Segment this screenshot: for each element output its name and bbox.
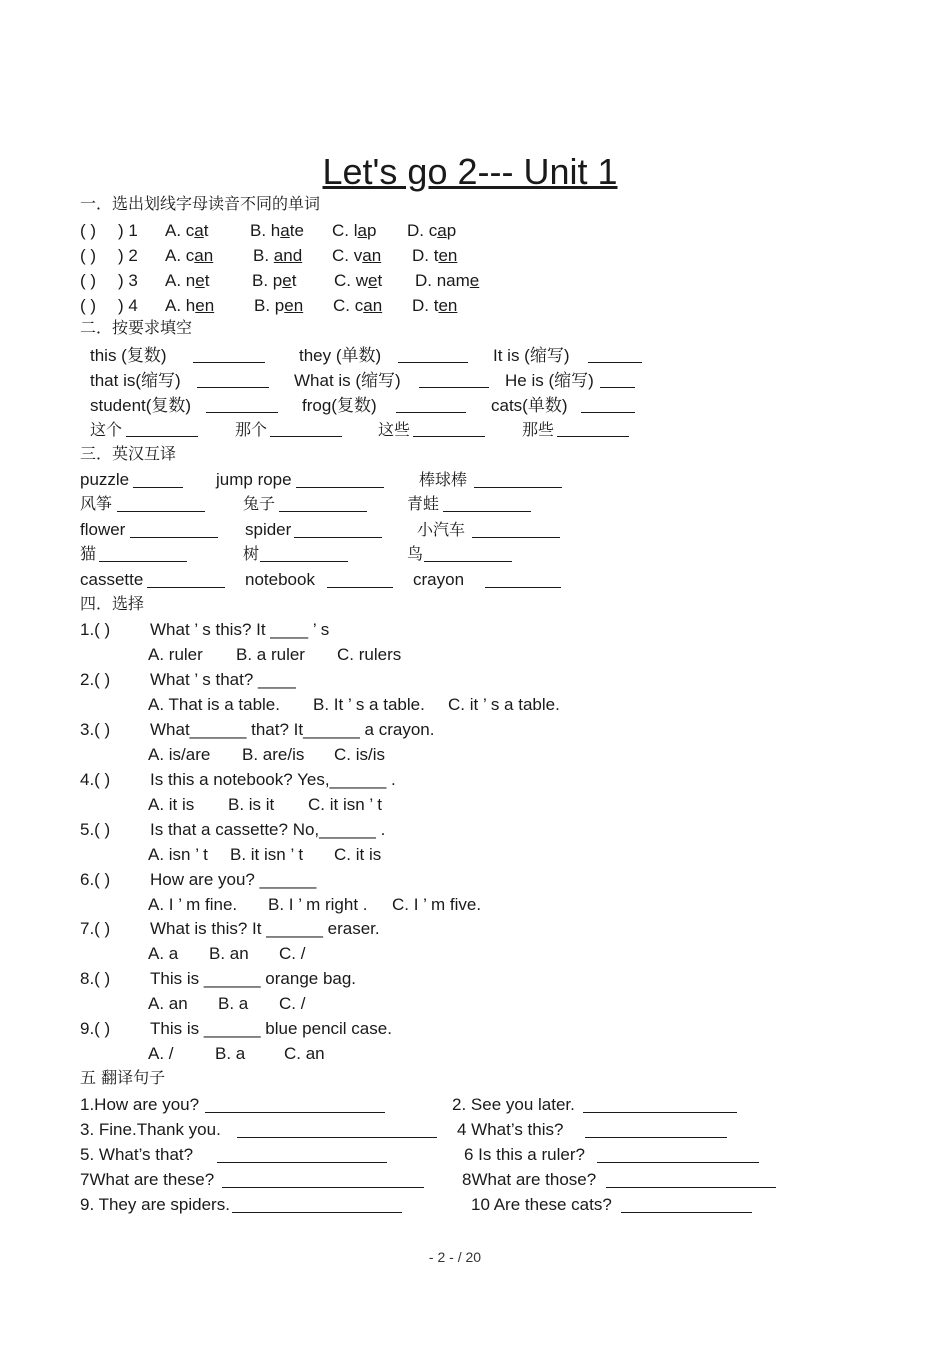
option-c[interactable] [334,271,382,291]
question-number[interactable]: 5.( ) [80,820,111,839]
answer-option[interactable]: B. are/is [242,745,305,764]
translate-sentence: 8What are those? [462,1170,597,1189]
underlined-letters: a [357,221,367,240]
answer-blank[interactable] [600,387,635,388]
fill-label: He is (缩写) [505,371,594,390]
answer-blank[interactable] [193,362,265,363]
underlined-letters: e [282,271,292,290]
translate-sentence: 6 Is this a ruler? [464,1145,585,1164]
translate-sentence: 3. Fine.Thank you. [80,1120,221,1139]
answer-option[interactable]: A. That is a table. [148,695,280,714]
answer-blank[interactable] [396,412,466,413]
page-title: Let's go 2--- Unit 1 [322,151,618,192]
question-stem: What______ that? It______ a crayon. [150,720,435,739]
question-number[interactable]: 4.( ) [80,770,111,789]
answer-blank[interactable] [621,1212,752,1213]
fill-label: this (复数) [90,346,167,365]
answer-option[interactable]: C. is/is [334,745,385,764]
option-text: A. n [165,271,196,290]
answer-blank[interactable] [424,561,512,562]
option-text: A. c [165,246,195,265]
question-stem: This is ______ orange bag. [150,969,357,988]
translate-sentence: 2. See you later. [452,1095,575,1114]
answer-option[interactable]: C. an [284,1044,325,1063]
option-b[interactable] [252,271,296,291]
translate-sentence: 1.How are you? [80,1095,200,1114]
option-a[interactable] [165,246,213,266]
fill-label: they (单数) [299,346,382,365]
question-number: ) 2 [118,246,138,265]
option-c[interactable] [332,246,381,266]
section-2-heading: 二．按要求填空 [80,318,193,337]
option-text: D. t [412,296,439,315]
answer-blank[interactable] [581,412,635,413]
answer-option[interactable]: C. / [279,944,306,963]
translate-sentence: 9. They are spiders. [80,1195,230,1214]
answer-blank[interactable] [222,1187,424,1188]
option-text: te [289,221,304,240]
underlined-letters: a [194,221,204,240]
translate-sentence: 4 What’s this? [457,1120,564,1139]
option-text: A. h [165,296,196,315]
underlined-letters: a [280,221,290,240]
answer-blank[interactable] [99,561,187,562]
answer-option[interactable]: C. it isn ’ t [308,795,382,814]
answer-option[interactable]: C. it is [334,845,382,864]
question-number: ) 3 [118,271,138,290]
question-number[interactable]: 8.( ) [80,969,111,988]
option-text: C. l [332,221,358,240]
option-c[interactable] [332,221,376,241]
option-text: t [204,271,210,290]
option-b[interactable] [253,246,302,266]
question-number[interactable]: 1.( ) [80,620,111,639]
underlined-letters: a [437,221,447,240]
answer-blank[interactable] [472,537,560,538]
vocab-item: jump rope [216,470,292,489]
answer-blank[interactable] [557,436,629,437]
fill-label: 那个 [235,420,268,439]
underlined-letters: an [362,246,382,265]
answer-option[interactable]: A. / [148,1044,174,1063]
underlined-letters: and [273,246,303,265]
option-d[interactable] [415,271,479,291]
fill-label: 那些 [522,420,555,439]
fill-label: that is(缩写) [90,371,181,390]
question-number[interactable]: 2.( ) [80,670,111,689]
answer-option[interactable]: A. it is [148,795,195,814]
option-a[interactable] [165,296,214,316]
vocab-item: spider [245,520,292,539]
answer-blank[interactable] [205,1112,385,1113]
option-d[interactable] [407,221,456,241]
vocab-item: 猫 [80,544,97,563]
answer-blank[interactable] [270,436,342,437]
underlined-letters: an [363,296,383,315]
answer-blank[interactable] [294,537,382,538]
answer-option[interactable]: C. it ’ s a table. [448,695,560,714]
vocab-item: 棒球棒 [419,470,468,489]
answer-option[interactable]: C. rulers [337,645,402,664]
option-text: t [377,271,383,290]
underlined-letters: e [469,271,480,290]
question-number[interactable]: 7.( ) [80,919,111,938]
section-1-heading: 一．选出划线字母读音不同的单词 [80,194,321,213]
vocab-item: 兔子 [243,494,276,513]
answer-blank[interactable] [597,1162,759,1163]
fill-label: cats(单数) [491,396,568,415]
answer-option[interactable]: B. a [215,1044,246,1063]
option-text: D. t [412,246,439,265]
underlined-letters: e [368,271,378,290]
section-3-heading: 三．英汉互译 [80,444,177,463]
option-text: t [203,221,209,240]
answer-blank[interactable] [217,1162,387,1163]
option-b[interactable] [254,296,303,316]
question-stem: Is that a cassette? No,______ . [150,820,386,839]
translate-sentence: 5. What’s that? [80,1145,194,1164]
question-stem: This is ______ blue pencil case. [150,1019,392,1038]
option-text: C. w [334,271,368,290]
option-text: B. p [254,296,285,315]
answer-option[interactable]: B. an [209,944,249,963]
translate-sentence: 7What are these? [80,1170,215,1189]
answer-blank[interactable] [260,561,348,562]
vocab-item: 鸟 [407,544,424,563]
option-b[interactable] [250,221,304,241]
option-text: A. c [165,221,195,240]
answer-option[interactable]: B. It ’ s a table. [313,695,425,714]
answer-option[interactable]: A. isn ’ t [148,845,208,864]
underlined-letters: an [194,246,214,265]
question-stem: What is this? It ______ eraser. [150,919,380,938]
vocab-item: puzzle [80,470,130,489]
option-a[interactable] [165,271,209,291]
answer-option[interactable]: B. a [218,994,249,1013]
answer-blank[interactable] [327,587,393,588]
question-stem: What ’ s this? It ____ ’ s [150,620,330,639]
question-number: ) 4 [118,296,138,315]
vocab-item: cassette [80,570,144,589]
answer-blank[interactable] [398,362,468,363]
answer-blank[interactable] [232,1212,402,1213]
option-d[interactable] [412,296,457,316]
section-5-heading: 五 翻译句子 [80,1068,166,1087]
answer-option[interactable]: A. a [148,944,179,963]
answer-option[interactable]: A. ruler [148,645,203,664]
answer-blank[interactable] [419,387,489,388]
option-text: B. [253,246,274,265]
answer-option[interactable]: B. I ’ m right . [268,895,368,914]
answer-option[interactable]: A. is/are [148,745,211,764]
answer-blank[interactable] [197,387,269,388]
underlined-letters: en [195,296,215,315]
option-text: p [446,221,457,240]
answer-blank[interactable] [485,587,561,588]
underlined-letters: en [284,296,304,315]
vocab-item: 小汽车 [417,520,466,539]
question-number: ) 1 [118,221,138,240]
answer-blank[interactable] [588,362,642,363]
answer-option[interactable]: A. an [148,994,188,1013]
answer-bracket[interactable]: ( ) [80,271,97,290]
underlined-letters: en [438,296,458,315]
option-text: D. c [407,221,438,240]
answer-blank[interactable] [296,487,384,488]
question-stem: Is this a notebook? Yes,______ . [150,770,396,789]
answer-option[interactable]: B. is it [228,795,275,814]
option-text: p [366,221,377,240]
answer-blank[interactable] [126,436,198,437]
translate-sentence: 10 Are these cats? [471,1195,612,1214]
vocab-item: notebook [245,570,315,589]
option-text: C. v [332,246,363,265]
answer-option[interactable]: B. it isn ’ t [230,845,304,864]
answer-bracket[interactable]: ( ) [80,296,97,315]
option-text: D. nam [415,271,470,290]
vocab-item: 青蛙 [407,494,440,513]
fill-label: student(复数) [90,396,192,415]
question-number[interactable]: 3.( ) [80,720,111,739]
question-stem: What ’ s that? ____ [150,670,296,689]
section-4-heading: 四．选择 [80,594,145,613]
vocab-item: crayon [413,570,465,589]
option-text: B. p [252,271,283,290]
fill-label: It is (缩写) [493,346,570,365]
underlined-letters: en [438,246,458,265]
fill-label: 这些 [378,420,411,439]
question-number[interactable]: 9.( ) [80,1019,111,1038]
answer-blank[interactable] [147,587,225,588]
vocab-item: 树 [243,544,260,563]
option-text: B. h [250,221,281,240]
option-a[interactable] [165,221,209,241]
option-c[interactable] [333,296,382,316]
answer-option[interactable]: A. I ’ m fine. [148,895,238,914]
fill-label: frog(复数) [302,396,377,415]
answer-blank[interactable] [583,1112,737,1113]
answer-blank[interactable] [413,436,485,437]
answer-blank[interactable] [237,1137,437,1138]
answer-blank[interactable] [443,511,531,512]
question-stem: How are you? ______ [150,870,317,889]
underlined-letters: e [195,271,205,290]
vocab-item: 风筝 [80,494,113,513]
option-d[interactable] [412,246,457,266]
answer-blank[interactable] [117,511,205,512]
answer-option[interactable]: C. I ’ m five. [392,895,482,914]
answer-option[interactable]: B. a ruler [236,645,305,664]
question-number[interactable]: 6.( ) [80,870,111,889]
page-number: - 2 - / 20 [428,1249,482,1265]
vocab-item: flower [80,520,126,539]
fill-label: What is (缩写) [294,371,401,390]
answer-blank[interactable] [206,412,278,413]
answer-bracket[interactable]: ( ) [80,246,97,265]
answer-blank[interactable] [130,537,218,538]
fill-label: 这个 [90,420,123,439]
option-text: C. c [333,296,364,315]
answer-blank[interactable] [606,1187,776,1188]
answer-option[interactable]: C. / [279,994,306,1013]
option-text: t [291,271,297,290]
answer-blank[interactable] [585,1137,727,1138]
answer-blank[interactable] [133,487,183,488]
answer-bracket[interactable]: ( ) [80,221,97,240]
answer-blank[interactable] [279,511,367,512]
answer-blank[interactable] [474,487,562,488]
